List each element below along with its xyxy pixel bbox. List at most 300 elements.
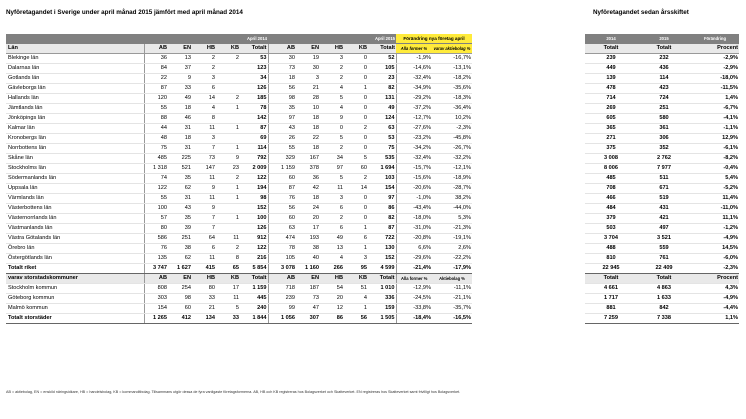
cell-2015: 167 [296, 154, 320, 164]
row-name: Norrbottens län [6, 144, 144, 154]
cell-2015: 35 [268, 104, 296, 114]
cell-pct-all: -1,9% [396, 54, 432, 64]
side-cell-2014: 449 [585, 64, 637, 74]
cell-2015: 21 [296, 84, 320, 94]
cell-pct-ab: -32,2% [432, 154, 472, 164]
cell-2015: 0 [344, 74, 368, 84]
header-2015-kb: KB [344, 44, 368, 54]
cell-2015: 3 078 [268, 264, 296, 274]
cell-pct-all: -43,4% [396, 204, 432, 214]
cell-pct-all: -24,5% [396, 294, 432, 304]
header-2015-en: EN [296, 44, 320, 54]
cell-pct-all: -20,6% [396, 184, 432, 194]
side-cell-2015: 671 [637, 184, 691, 194]
row-name: Kalmar län [6, 124, 144, 134]
side-row [585, 184, 739, 194]
cell-pct-ab: -28,7% [432, 184, 472, 194]
cell-2015: 239 [268, 294, 296, 304]
cell-2015: 1 056 [268, 314, 296, 324]
cell-2015: 0 [344, 104, 368, 114]
side-cell-2015: 423 [637, 84, 691, 94]
cell-2014: 100 [240, 214, 268, 224]
cell-2015: 6 [320, 224, 344, 234]
side-row [585, 134, 739, 144]
cell-2014: 23 [216, 164, 240, 174]
side-cell-2014: 3 704 [585, 234, 637, 244]
cell-2014: 11 [192, 254, 216, 264]
cell-2015: 13 [320, 244, 344, 254]
cell-2014: 64 [192, 234, 216, 244]
side-cell-2014: 8 006 [585, 164, 637, 174]
table-row [6, 174, 472, 184]
side-city-total-2015: 7 338 [637, 314, 691, 324]
side-city-2014: 4 661 [585, 284, 637, 294]
cell-2014: 1 [216, 214, 240, 224]
cell-2015: 124 [368, 114, 396, 124]
cell-2014: 73 [192, 154, 216, 164]
row-name: Kronobergs län [6, 134, 144, 144]
cell-2014: 98 [240, 194, 268, 204]
cell-2014: 18 [168, 134, 192, 144]
cell-2015: 47 [296, 304, 320, 314]
city-header-2015-en: EN [296, 274, 320, 284]
cell-2015: 30 [268, 54, 296, 64]
cell-2014: 1 [216, 104, 240, 114]
cell-2015: 10 [296, 104, 320, 114]
side-cell-pct: -2,9% [691, 54, 739, 64]
cell-2014 [216, 224, 240, 234]
cell-2015: 26 [268, 134, 296, 144]
cell-2015: 1 [344, 84, 368, 94]
side-row [585, 54, 739, 64]
cell-pct-all: -31,0% [396, 224, 432, 234]
cell-2015: 0 [320, 124, 344, 134]
cell-2015: 718 [268, 284, 296, 294]
cell-2014 [216, 84, 240, 94]
cell-pct-all: -23,2% [396, 134, 432, 144]
cell-2014: 912 [240, 234, 268, 244]
cell-2014: 5 854 [240, 264, 268, 274]
cell-2014: 39 [168, 224, 192, 234]
side-row [585, 104, 739, 114]
row-name: Totalt riket [6, 264, 144, 274]
cell-2014 [216, 204, 240, 214]
side-city-2014: 881 [585, 304, 637, 314]
cell-2015: 43 [268, 124, 296, 134]
side-cell-pct: 5,4% [691, 174, 739, 184]
header-2014-totalt: Totalt [240, 44, 268, 54]
table-row [6, 64, 472, 74]
cell-2014: 6 [192, 244, 216, 254]
cell-2015: 18 [296, 194, 320, 204]
side-cell-2015: 421 [637, 214, 691, 224]
side-cell-2015: 559 [637, 244, 691, 254]
city-row [6, 284, 472, 294]
cell-2015: 63 [368, 124, 396, 134]
cell-2015: 4 599 [368, 264, 396, 274]
cell-2015: 6 [344, 234, 368, 244]
cell-pct-all: -29,2% [396, 94, 432, 104]
side-band-2014: 2014 [585, 34, 637, 44]
cell-2014: 485 [144, 154, 168, 164]
cell-2015: 130 [368, 244, 396, 254]
cell-pct-all: -34,9% [396, 84, 432, 94]
side-city-row [585, 284, 739, 294]
side-cell-pct: 1,4% [691, 94, 739, 104]
side-cell-2014: 503 [585, 224, 637, 234]
band-april-2014: April 2014 [144, 34, 268, 44]
side-city-pct: 4,3% [691, 284, 739, 294]
header-varav-ab: varav aktiebolag % [432, 44, 472, 54]
city-total-row [6, 314, 472, 324]
cell-pct-all: -32,4% [396, 74, 432, 84]
band-change: Förändring nya företag april [396, 34, 472, 44]
cell-pct-all: -37,2% [396, 104, 432, 114]
row-name: Gotlands län [6, 74, 144, 84]
side-city-header-t2: Totalt [637, 274, 691, 284]
cell-2014 [216, 134, 240, 144]
header-2014-hb: HB [192, 44, 216, 54]
cell-pct-ab: 38,2% [432, 194, 472, 204]
cell-pct-all: -12,9% [396, 284, 432, 294]
side-cell-2014: 466 [585, 194, 637, 204]
cell-2015: 154 [368, 184, 396, 194]
side-total-row [585, 264, 739, 274]
side-cell-2014: 478 [585, 84, 637, 94]
city-header-row [6, 274, 472, 284]
cell-2014: 1 [216, 124, 240, 134]
table-row [6, 74, 472, 84]
side-cell-2014: 239 [585, 54, 637, 64]
side-band-2015: 2015 [637, 34, 691, 44]
table-row [6, 184, 472, 194]
cell-pct-all: -1,0% [396, 194, 432, 204]
cell-pct-all: -21,4% [396, 264, 432, 274]
city-header-2014-hb: HB [192, 274, 216, 284]
side-row [585, 214, 739, 224]
cell-2014: 74 [144, 174, 168, 184]
side-cell-2014: 714 [585, 94, 637, 104]
side-cell-pct: 12,9% [691, 134, 739, 144]
report-title: Nyföretagandet i Sverige under april månad 2015 jämfört med april månad 2014 [6, 9, 243, 16]
table-row [6, 114, 472, 124]
cell-2015: 152 [368, 254, 396, 264]
cell-2014: 80 [192, 284, 216, 294]
cell-2014: 185 [240, 94, 268, 104]
side-cell-2015: 497 [637, 224, 691, 234]
cell-2015: 105 [268, 254, 296, 264]
cell-pct-ab: -35,7% [432, 304, 472, 314]
cell-2014: 122 [240, 174, 268, 184]
cell-2014: 1 627 [168, 264, 192, 274]
header-2014-kb: KB [216, 44, 240, 54]
band-blank [6, 34, 144, 44]
cell-2015: 75 [368, 144, 396, 154]
cell-pct-ab: -21,1% [432, 294, 472, 304]
side-cell-2014: 269 [585, 104, 637, 114]
side-cell-2014: 484 [585, 204, 637, 214]
header-row [6, 44, 472, 54]
cell-2015: 54 [320, 284, 344, 294]
cell-pct-all: -15,7% [396, 164, 432, 174]
city-header-aktiebolag: Aktiebolag % [432, 274, 472, 284]
cell-2014: 126 [240, 84, 268, 94]
row-name: Östergötlands län [6, 254, 144, 264]
cell-2015: 0 [344, 194, 368, 204]
table-row [6, 154, 472, 164]
main-table [6, 34, 472, 324]
cell-2014: 114 [240, 144, 268, 154]
side-cell-2015: 232 [637, 54, 691, 64]
cell-2014 [216, 74, 240, 84]
side-cell-pct: -1,1% [691, 124, 739, 134]
side-row [585, 204, 739, 214]
cell-2015: 3 [320, 54, 344, 64]
cell-2015: 307 [296, 314, 320, 324]
cell-2014: 62 [168, 254, 192, 264]
side-cell-2015: 436 [637, 64, 691, 74]
cell-pct-ab: 10,2% [432, 114, 472, 124]
row-name: Totalt storstäder [6, 314, 144, 324]
cell-2014: 194 [240, 184, 268, 194]
cell-2015: 0 [344, 214, 368, 224]
cell-2014: 87 [240, 124, 268, 134]
cell-2014: 415 [192, 264, 216, 274]
side-header-row [585, 44, 739, 54]
cell-2015: 73 [268, 64, 296, 74]
cell-pct-all: -14,6% [396, 64, 432, 74]
side-city-total-pct: 1,1% [691, 314, 739, 324]
city-header-name: varav storstadskommuner [6, 274, 144, 284]
side-cell-pct: -6,7% [691, 104, 739, 114]
cell-2015: 187 [296, 284, 320, 294]
cell-2015: 0 [344, 54, 368, 64]
city-header-2015-totalt: Totalt [368, 274, 396, 284]
table-row [6, 84, 472, 94]
side-cell-2014: 365 [585, 124, 637, 134]
cell-2014: 33 [192, 294, 216, 304]
city-header-alla: Alla former % [396, 274, 432, 284]
side-header-procent: Procent [691, 44, 739, 54]
cell-2014: 216 [240, 254, 268, 264]
cell-2014: 126 [240, 224, 268, 234]
cell-2015: 82 [368, 214, 396, 224]
cell-2014: 22 [144, 74, 168, 84]
side-city-total-2014: 7 259 [585, 314, 637, 324]
city-header-2014-kb: KB [216, 274, 240, 284]
cell-2014: 88 [144, 114, 168, 124]
cell-2015: 5 [320, 94, 344, 104]
cell-pct-ab: -44,0% [432, 204, 472, 214]
cell-2014: 2 009 [240, 164, 268, 174]
cell-2014: 1 318 [144, 164, 168, 174]
cell-2015: 2 [320, 74, 344, 84]
side-row [585, 74, 739, 84]
side-cell-2015: 2 762 [637, 154, 691, 164]
cell-2014: 87 [144, 84, 168, 94]
cell-2014: 586 [144, 234, 168, 244]
cell-2014: 134 [192, 314, 216, 324]
cell-pct-all: -15,6% [396, 174, 432, 184]
side-cell-2014: 605 [585, 114, 637, 124]
cell-2014: 7 [192, 224, 216, 234]
cell-pct-ab: -45,8% [432, 134, 472, 144]
cell-2014: 135 [144, 254, 168, 264]
cell-2015: 266 [320, 264, 344, 274]
cell-pct-ab: -26,7% [432, 144, 472, 154]
cell-2015: 1 694 [368, 164, 396, 174]
cell-2015: 3 [320, 194, 344, 204]
side-city-header-t1: Totalt [585, 274, 637, 284]
footnote: AB = aktiebolag, EN = enskild näringsidkare, HB = handelsbolag, KB = kommanditbolag. Tillsammans utgör dessa de fyra vanligaste företagsformerna. AB, HB och KB registreras hos Bolagsverket och Skatteverket. EN registreras hos Skatteverket samt frivilligt hos Bolagsverket. [6, 390, 461, 394]
cell-2015: 78 [268, 244, 296, 254]
side-band-change: Förändring [691, 34, 739, 44]
cell-2015: 1 [344, 224, 368, 234]
side-total-2014: 22 945 [585, 264, 637, 274]
row-name: Skåne län [6, 154, 144, 164]
cell-2014: 8 [216, 254, 240, 264]
cell-2015: 60 [268, 174, 296, 184]
cell-2015: 49 [320, 234, 344, 244]
side-city-pct: -4,4% [691, 304, 739, 314]
table-row [6, 234, 472, 244]
cell-2015: 2 [320, 214, 344, 224]
side-cell-pct: 11,1% [691, 214, 739, 224]
side-cell-pct: -4,1% [691, 114, 739, 124]
cell-2015: 87 [268, 184, 296, 194]
side-row [585, 164, 739, 174]
row-name: Värmlands län [6, 194, 144, 204]
cell-pct-all: -18,0% [396, 214, 432, 224]
cell-2014: 62 [168, 184, 192, 194]
cell-2015: 4 [344, 294, 368, 304]
side-city-2015: 1 633 [637, 294, 691, 304]
side-cell-pct: -5,2% [691, 184, 739, 194]
cell-2014: 2 [192, 64, 216, 74]
cell-2015: 97 [268, 114, 296, 124]
side-header-totalt-2015: Totalt [637, 44, 691, 54]
cell-2014: 6 [192, 84, 216, 94]
cell-2014: 35 [168, 174, 192, 184]
cell-2014: 147 [192, 164, 216, 174]
side-row [585, 94, 739, 104]
cell-2014: 251 [168, 234, 192, 244]
cell-2014: 31 [168, 144, 192, 154]
side-row [585, 254, 739, 264]
cell-2014: 11 [192, 174, 216, 184]
cell-2014: 33 [168, 84, 192, 94]
cell-2014 [216, 114, 240, 124]
cell-2015: 17 [296, 224, 320, 234]
cell-2014: 154 [144, 304, 168, 314]
side-total-pct: -2,3% [691, 264, 739, 274]
city-header-2015-ab: AB [268, 274, 296, 284]
cell-2015: 4 [320, 84, 344, 94]
city-header-2015-hb: HB [320, 274, 344, 284]
row-name: Dalarnas län [6, 64, 144, 74]
cell-2014: 1 844 [240, 314, 268, 324]
row-name: Hallands län [6, 94, 144, 104]
city-row [6, 304, 472, 314]
cell-2014: 303 [144, 294, 168, 304]
city-header-2014-ab: AB [144, 274, 168, 284]
cell-2015: 56 [344, 314, 368, 324]
cell-2014: 1 159 [240, 284, 268, 294]
side-table [585, 34, 739, 324]
cell-2015: 53 [368, 134, 396, 144]
table-row [6, 134, 472, 144]
cell-2015: 42 [296, 184, 320, 194]
side-cell-pct: -4,9% [691, 234, 739, 244]
cell-2015: 11 [320, 184, 344, 194]
cell-pct-all: -33,8% [396, 304, 432, 314]
side-cell-2015: 3 521 [637, 234, 691, 244]
cell-2014: 11 [216, 234, 240, 244]
cell-2014: 33 [216, 314, 240, 324]
cell-2015: 1 160 [296, 264, 320, 274]
cell-2015: 5 [320, 134, 344, 144]
side-city-header-p: Procent [691, 274, 739, 284]
cell-2014: 46 [168, 114, 192, 124]
cell-2015: 76 [268, 194, 296, 204]
cell-2015: 14 [344, 184, 368, 194]
cell-2015: 20 [320, 294, 344, 304]
side-row [585, 84, 739, 94]
cell-pct-all: -12,7% [396, 114, 432, 124]
cell-pct-all: -29,6% [396, 254, 432, 264]
cell-pct-ab: -18,2% [432, 74, 472, 84]
cell-2014: 55 [144, 194, 168, 204]
cell-pct-ab: -2,3% [432, 124, 472, 134]
cell-2014: 49 [168, 94, 192, 104]
cell-pct-ab: 5,3% [432, 214, 472, 224]
row-name: Malmö kommun [6, 304, 144, 314]
side-cell-2014: 810 [585, 254, 637, 264]
side-cell-2014: 379 [585, 214, 637, 224]
side-city-2015: 4 863 [637, 284, 691, 294]
cell-2014: 100 [144, 204, 168, 214]
cell-2014: 1 [216, 184, 240, 194]
row-name: Västernorrlands län [6, 214, 144, 224]
cell-2014: 37 [168, 64, 192, 74]
cell-2015: 1 010 [368, 284, 396, 294]
cell-2014: 11 [192, 194, 216, 204]
cell-2014: 55 [144, 104, 168, 114]
row-name: Västmanlands län [6, 224, 144, 234]
cell-2014: 36 [144, 54, 168, 64]
header-2015-ab: AB [268, 44, 296, 54]
cell-2015: 38 [296, 244, 320, 254]
cell-2014: 4 [192, 104, 216, 114]
header-2015-hb: HB [320, 44, 344, 54]
side-total-2015: 22 409 [637, 264, 691, 274]
side-cell-2015: 511 [637, 174, 691, 184]
cell-2015: 56 [268, 204, 296, 214]
cell-2015: 159 [368, 304, 396, 314]
cell-2015: 0 [344, 204, 368, 214]
cell-2015: 2 [344, 124, 368, 134]
row-name: Blekinge län [6, 54, 144, 64]
cell-pct-all: -18,4% [396, 314, 432, 324]
cell-2015: 63 [268, 224, 296, 234]
cell-pct-ab: -18,3% [432, 94, 472, 104]
cell-2015: 193 [296, 234, 320, 244]
cell-2015: 22 [296, 134, 320, 144]
side-cell-2015: 580 [637, 114, 691, 124]
cell-2014: 1 265 [144, 314, 168, 324]
cell-2015: 0 [344, 134, 368, 144]
side-city-header-row [585, 274, 739, 284]
